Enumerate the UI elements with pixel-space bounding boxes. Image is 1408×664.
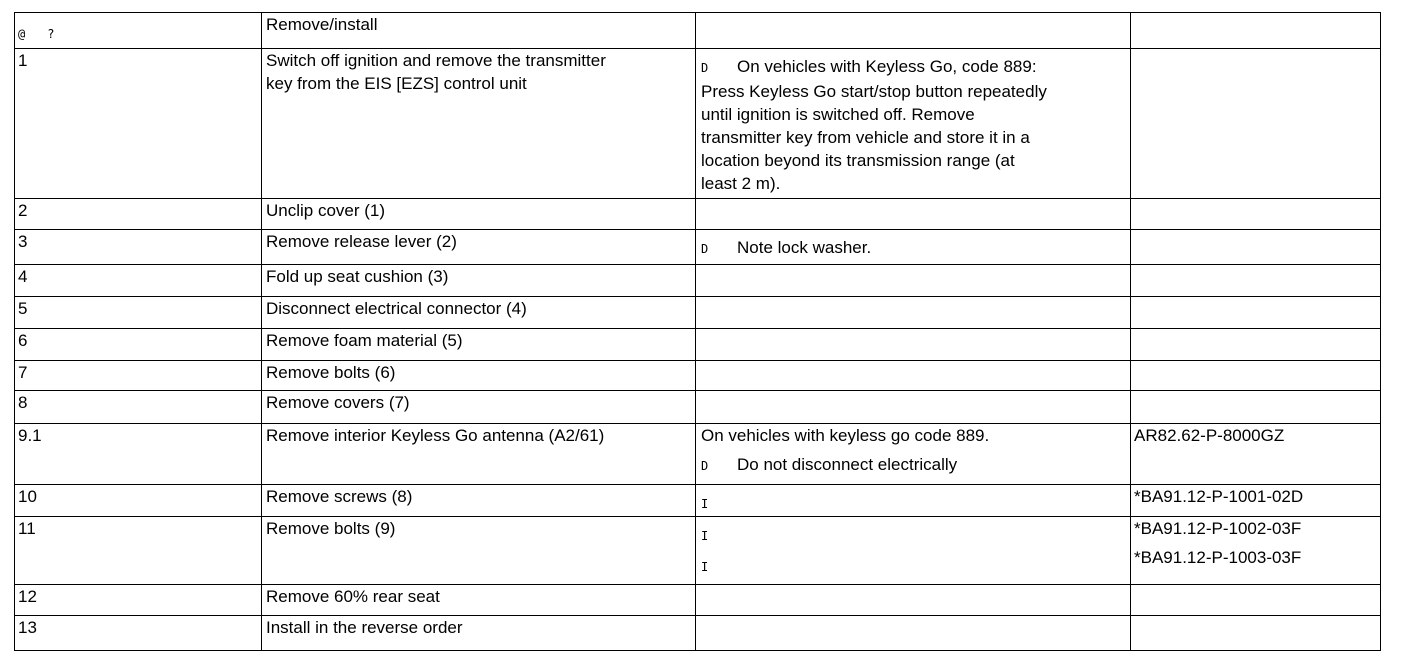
- step-note: [696, 361, 1131, 391]
- note-line: location beyond its transmission range (at: [701, 151, 1015, 170]
- step-note: [696, 391, 1131, 424]
- step-ref: [1131, 361, 1381, 391]
- step-ref: *BA91.12-P-1001-02D: [1131, 485, 1381, 517]
- step-action: Remove 60% rear seat: [262, 585, 696, 616]
- step-action: Install in the reverse order: [262, 616, 696, 651]
- step-ref: [1131, 297, 1381, 329]
- note-line: Press Keyless Go start/stop button repeatedly: [701, 82, 1047, 101]
- ref-line: *BA91.12-P-1003-03F: [1134, 548, 1302, 567]
- header-notes-cell: [696, 13, 1131, 49]
- step-action: Unclip cover (1): [262, 199, 696, 230]
- table-row: [15, 616, 1381, 651]
- tool-symbol-icon: @: [18, 27, 26, 41]
- step-number: 3: [15, 230, 262, 265]
- step-note: [696, 230, 1131, 265]
- step-note: [696, 424, 1131, 485]
- table-row: [15, 424, 1381, 485]
- action-line: key from the EIS [EZS] control unit: [266, 74, 527, 93]
- step-ref: [1131, 49, 1381, 199]
- ref-line: *BA91.12-P-1002-03F: [1134, 519, 1302, 538]
- step-number: 5: [15, 297, 262, 329]
- note-line: transmitter key from vehicle and store it in a: [701, 128, 1030, 147]
- header-title: Remove/install: [262, 13, 696, 49]
- note-line: On vehicles with keyless go code 889.: [701, 426, 990, 445]
- step-note: [696, 297, 1131, 329]
- table-row: [15, 199, 1381, 230]
- step-number: 8: [15, 391, 262, 424]
- step-action: Remove screws (8): [262, 485, 696, 517]
- step-action: Remove foam material (5): [262, 329, 696, 361]
- note-text: Note lock washer.: [737, 238, 872, 257]
- note-text: Do not disconnect electrically: [737, 455, 958, 474]
- step-number: 11: [15, 517, 262, 585]
- action-line: Switch off ignition and remove the transmitter: [266, 51, 606, 70]
- table-row: [15, 517, 1381, 585]
- note-line: [701, 491, 1130, 516]
- header-refs-cell: [1131, 13, 1381, 49]
- step-action: Remove bolts (9): [262, 517, 696, 585]
- note-line: [701, 55, 1130, 80]
- note-line: [701, 523, 1130, 548]
- step-number: 10: [15, 485, 262, 517]
- info-marker-icon: I: [701, 529, 709, 543]
- note-line: until ignition is switched off. Remove: [701, 105, 975, 124]
- note-marker-icon: D: [701, 242, 709, 256]
- step-number: 1: [15, 49, 262, 199]
- step-number: 6: [15, 329, 262, 361]
- help-symbol-icon: ?: [47, 27, 55, 41]
- info-marker-icon: I: [701, 560, 709, 574]
- step-note: [696, 485, 1131, 517]
- step-action: Remove bolts (6): [262, 361, 696, 391]
- table-row: [15, 361, 1381, 391]
- table-row: [15, 585, 1381, 616]
- table-row: [15, 265, 1381, 297]
- step-note: [696, 329, 1131, 361]
- step-note: [696, 585, 1131, 616]
- step-number: 2: [15, 199, 262, 230]
- table-row: [15, 485, 1381, 517]
- step-ref: [1131, 265, 1381, 297]
- step-action: Disconnect electrical connector (4): [262, 297, 696, 329]
- info-marker-icon: I: [701, 497, 709, 511]
- step-ref: [1131, 616, 1381, 651]
- step-number: 4: [15, 265, 262, 297]
- note-line: [701, 236, 1130, 261]
- step-ref: [1131, 329, 1381, 361]
- header-symbols-cell: [15, 13, 262, 49]
- table-row: [15, 329, 1381, 361]
- table-header-row: [15, 13, 1381, 49]
- table-row: [15, 230, 1381, 265]
- note-line: [701, 453, 1130, 478]
- step-ref: [1131, 517, 1381, 585]
- note-line: [701, 554, 1130, 579]
- step-action: Fold up seat cushion (3): [262, 265, 696, 297]
- step-number: 9.1: [15, 424, 262, 485]
- step-ref: [1131, 199, 1381, 230]
- note-text: On vehicles with Keyless Go, code 889:: [737, 57, 1037, 76]
- step-ref: [1131, 230, 1381, 265]
- step-number: 7: [15, 361, 262, 391]
- step-note: [696, 517, 1131, 585]
- step-note: [696, 199, 1131, 230]
- note-marker-icon: D: [701, 61, 709, 75]
- note-marker-icon: D: [701, 459, 709, 473]
- step-note: [696, 616, 1131, 651]
- step-number: 12: [15, 585, 262, 616]
- step-note: [696, 49, 1131, 199]
- table-row: [15, 391, 1381, 424]
- step-ref: [1131, 585, 1381, 616]
- step-action: Remove interior Keyless Go antenna (A2/61): [262, 424, 696, 485]
- step-action: [262, 49, 696, 199]
- step-number: 13: [15, 616, 262, 651]
- table-row: [15, 297, 1381, 329]
- step-note: [696, 265, 1131, 297]
- step-action: Remove covers (7): [262, 391, 696, 424]
- step-action: Remove release lever (2): [262, 230, 696, 265]
- step-ref: AR82.62-P-8000GZ: [1131, 424, 1381, 485]
- step-ref: [1131, 391, 1381, 424]
- note-line: least 2 m).: [701, 174, 781, 193]
- table-row: [15, 49, 1381, 199]
- procedure-table: [14, 12, 1381, 651]
